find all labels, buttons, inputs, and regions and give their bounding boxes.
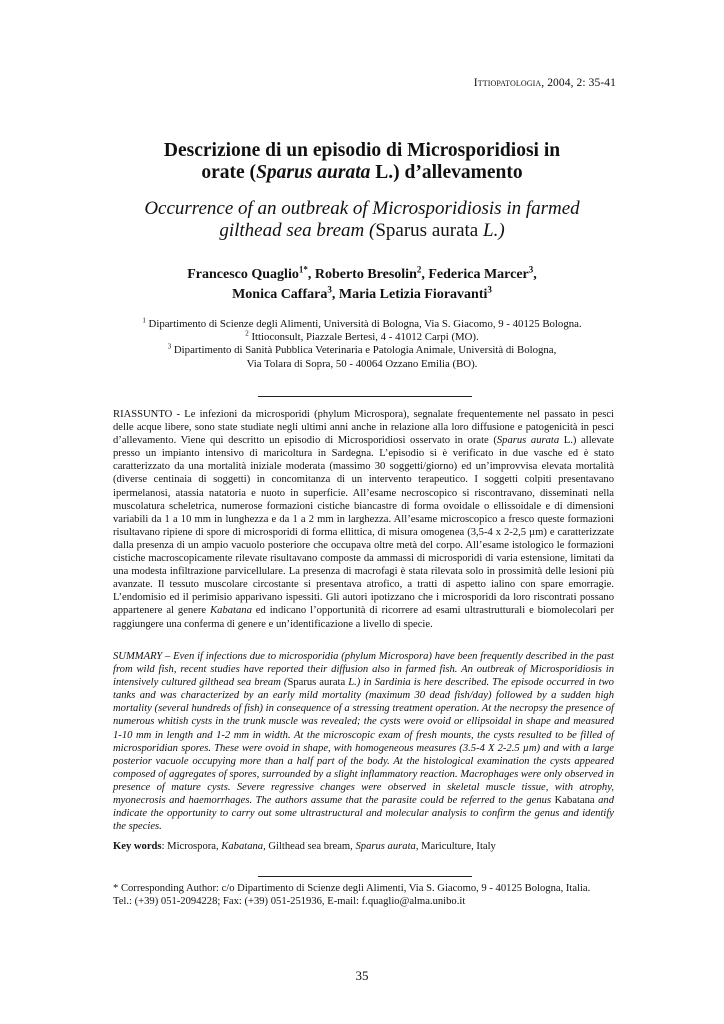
author-name: Federica Marcer [428, 267, 529, 282]
title-english-species: Sparus aurata [375, 220, 479, 241]
species-name: Sparus aurata [496, 435, 560, 447]
author-name: Francesco Quaglio [187, 267, 299, 282]
journal-citation [474, 77, 616, 89]
corresponding-author-footnote [113, 882, 614, 908]
keyword-species: Sparus aurata [355, 841, 416, 852]
title-english-line1: Occurrence of an outbreak of Microsporidiosis in farmed [144, 198, 580, 219]
author-line2 [100, 285, 624, 305]
title-english-text-end: L.) [478, 220, 505, 241]
author-name: Roberto Bresolin [314, 267, 417, 282]
affiliation-item [110, 331, 614, 344]
title-italian-line2 [100, 162, 624, 184]
title-english [100, 198, 624, 242]
riassunto-text: - Le infezioni da microsporidi (phylum Microspora), segnalate frequentemente nel passato in pesci delle acque libere, sono state studiate negli ultimi anni anche in relazione alla loro diffusione e patogenicità in pesci d’allevamento. Viene qui descritto un episodio di Microsporidiosi osservato in orate ( [113, 409, 614, 447]
keyword-text: Gilthead sea bream, [265, 841, 356, 852]
riassunto-text: ed indicano l’opportunità di ricorrere ad esami ultrastrutturali e biomolecolari per raggiungere una conferma di genere e un’identificazione a livello di specie. [113, 605, 615, 630]
affiliation-mark: 1 [142, 316, 146, 325]
author-line1 [100, 265, 624, 285]
affiliation-item [110, 344, 614, 357]
journal-name: Ittiopatologia [473, 77, 542, 89]
author-separator: , [307, 267, 315, 282]
riassunto-abstract [113, 408, 614, 631]
affiliation-item [110, 318, 614, 331]
keywords [113, 840, 614, 853]
title-italian-line1: Descrizione di un episodio di Microsporidiosi in [163, 140, 561, 161]
title-italian-species: Sparus aurata [256, 162, 371, 183]
journal-volume-pages: , 2004, 2: 35-41 [541, 77, 616, 89]
affiliation-text: Dipartimento di Sanità Pubblica Veterinaria e Patologia Animale, Università di Bologna, [171, 344, 557, 357]
title-italian-text: orate ( [201, 162, 257, 183]
author-affiliation-mark: 3 [487, 284, 492, 295]
species-name: Sparus aurata [287, 677, 346, 689]
keyword-genus: Kabatana, [221, 841, 266, 852]
author-separator: , [331, 287, 339, 302]
author-name: Maria Letizia Fioravanti [338, 287, 488, 302]
title-italian [100, 140, 624, 184]
affiliations [110, 318, 614, 371]
footnote-divider [258, 876, 472, 877]
genus-name: Kabatana [210, 605, 252, 617]
title-english-text: gilthead sea bream ( [219, 220, 376, 241]
keyword-text: , Mariculture, Italy [415, 841, 496, 852]
genus-name: Kabatana [554, 795, 595, 807]
author-separator: , [533, 267, 537, 282]
affiliation-item [110, 358, 614, 371]
summary-text: SUMMARY – Even if infections due to microsporidia (phylum Microspora) have been frequently described in the past from wild fish, recent studies have reported their diffusion also in farmed fish. An outbreak of Microsporidiosis in intensively cultured gilthead sea bream ( [113, 651, 614, 689]
author-affiliation-mark: 2 [416, 264, 422, 275]
affiliation-mark: 2 [245, 329, 249, 338]
keywords-label: Key words [113, 841, 162, 852]
author-separator: , [421, 267, 429, 282]
summary-text: and indicate the opportunity to carry out some ultrastructural and molecular analysis to confirm the genus and identify the species. [113, 795, 615, 833]
title-english-line2 [100, 220, 624, 242]
summary-abstract [113, 650, 614, 833]
author-affiliation-mark: 3 [327, 284, 332, 295]
author-affiliation-mark: 1* [298, 264, 308, 275]
affiliation-text: Via Tolara di Sopra, 50 - 40064 Ozzano Emilia (BO). [246, 357, 478, 370]
author-affiliation-mark: 3 [528, 264, 534, 275]
title-italian-text-end: L.) d’allevamento [370, 162, 523, 183]
page-number: 35 [355, 968, 369, 983]
author-name: Monica Caffara [232, 287, 328, 302]
keyword-text: : Microspora, [161, 841, 222, 852]
author-list [100, 265, 624, 305]
section-divider [258, 396, 472, 397]
affiliation-text: Ittioconsult, Piazzale Bertesi, 4 - 41012 Carpi (MO). [248, 331, 479, 344]
affiliation-mark: 3 [167, 342, 172, 351]
riassunto-text: L.) allevate presso un impianto intensivo di maricoltura in Sardegna. L’episodio si è verificato in due vasche ed è stato caratterizzato da una mortalità iniziale moderata (massimo 30 soggetti/giorno) ed un’improvvisa elevata mortalità (diverse centinaia di soggetti) in concomitanza di un intervento terapeutico. I soggetti colpiti presentavano ipermelanosi, atassia natatoria e nuoto in superficie. All’esame necroscopico si riscontravano, disseminati nella muscolatura scheletrica, numerose formazioni cistiche biancastre di forma ovoidale o ellissoidale e di dimensioni variabili da 1 a 10 mm in lunghezza e da 1 a 2 mm in larghezza. All’esame microscopico a fresco queste formazioni risultavano ripiene di spore di microsporidi di forma ellittica, di misura omogenea (3,5-4 x 2-2,5 µm) e caratterizzate dalla presenza di un ampio vacuolo posteriore che occupava oltre metà del corpo. All’esame istologico le formazioni cistiche macroscopicamente rilevate risultavano composte da ammassi di microsporidi di varia estensione, limitati da una modesta infiltrazione parvicellulare. La presenza di macrofagi è stata rilevata solo in prossimità delle lesioni più avanzate. Il tessuto muscolare circostante si presentava atrofico, a tratti di aspetto ialino con spare emorragie. L’endomisio ed il perimisio apparivano ispessiti. Gli autori ipotizzano che i microsporidi da loro riscontrati possano appartenere al genere [113, 435, 614, 617]
corresponding-address: * Corresponding Author: c/o Dipartimento di Scienze degli Alimenti, Via S. Giacomo, 9 - 40125 Bologna, Italia. [113, 883, 591, 894]
riassunto-label: RIASSUNTO [113, 409, 173, 420]
summary-text: L.) in Sardinia is here described. The episode occurred in two tanks and was characterized by an early mild mortality (maximum 30 dead fish/day) followed by a sudden high mortality (several hundreds of fish) in consequence of a stressing treatment operation. At the necropsy the presence of numerous whitish cysts in the trunk muscle was revealed; the cysts were ovoid or ellipsoidal in shape and measured 1-10 mm in length and 1-2 mm in width. At the microscopic exam of fresh mounts, the cysts resulted to be filled of microsporidian spores. These were ovoid in shape, with homogeneous measures (3.5-4 X 2-2.5 µm) and with a large posterior vacuole occupying more than a half part of the body. At the histological examination the cysts appeared composed of aggregates of spores, surrounded by a slight inflammatory reaction. Macrophages were only observed in presence of mature cysts. Severe regressive changes were observed in skeletal muscle tissue, with atrophy, myonecrosis and haemorrhages. The authors assume that the parasite could be referred to the genus [113, 677, 614, 807]
corresponding-contacts: Tel.: (+39) 051-2094228; Fax: (+39) 051-251936, E-mail: f.quaglio@alma.unibo.it [113, 896, 466, 908]
affiliation-text: Dipartimento di Scienze degli Alimenti, Università di Bologna, Via S. Giacomo, 9 - 40125 Bologna. [145, 318, 582, 330]
